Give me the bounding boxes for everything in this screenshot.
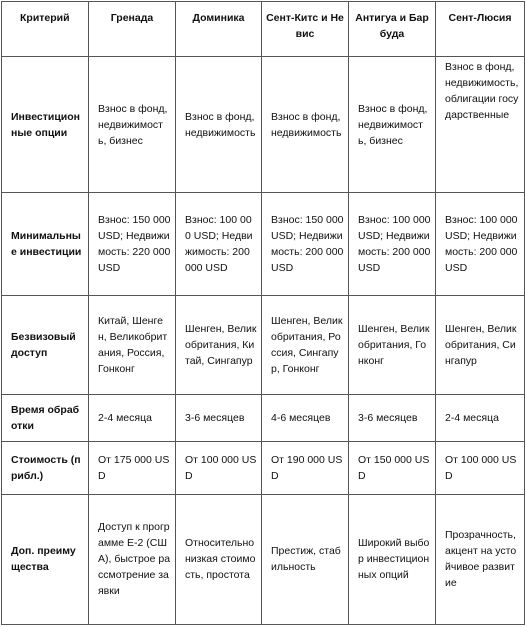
table-cell: Престиж, стабильность [262, 494, 349, 624]
table-cell: От 150 000 USD [349, 441, 436, 494]
table-cell: Широкий выбор инвестиционных опций [349, 494, 436, 624]
table-row [2, 296, 525, 394]
table-cell: Взнос: 100 000 USD; Недвижимость: 200 000 USD [436, 193, 525, 296]
table-cell: Взнос: 150 000 USD; Недвижимость: 200 000 USD [262, 193, 349, 296]
table-cell: От 100 000 USD [176, 441, 262, 494]
header-dominica: Доминика [176, 2, 262, 57]
header-st-kitts-nevis: Сент-Китс и Невис [262, 2, 349, 57]
table-row [2, 394, 525, 441]
header-grenada: Гренада [89, 2, 176, 57]
row-label: Безвизовый доступ [2, 296, 89, 394]
table-cell: 2-4 месяца [89, 394, 176, 441]
table-cell: Взнос: 100 000 USD; Недвижимость: 200 000 USD [176, 193, 262, 296]
table-row [2, 441, 525, 494]
table-row [2, 57, 525, 193]
table-cell: Шенген, Великобритания, Россия, Сингапур, Гонконг [262, 296, 349, 394]
table-cell: Взнос в фонд, недвижимость [176, 57, 262, 193]
table-cell: Шенген, Великобритания, Гонконг [349, 296, 436, 394]
header-st-lucia: Сент-Люсия [436, 2, 525, 57]
table-cell: От 175 000 USD [89, 441, 176, 494]
row-label: Инвестиционные опции [2, 57, 89, 193]
table-cell: Китай, Шенген, Великобритания, Россия, Гонконг [89, 296, 176, 394]
table-cell: Взнос в фонд, недвижимость, бизнес [89, 57, 176, 193]
table-cell: Относительно низкая стоимость, простота [176, 494, 262, 624]
table-cell: Шенген, Великобритания, Китай, Сингапур [176, 296, 262, 394]
table-cell: 3-6 месяцев [349, 394, 436, 441]
comparison-table [1, 1, 525, 625]
row-label: Минимальные инвестиции [2, 193, 89, 296]
table-cell: Шенген, Великобритания, Сингапур [436, 296, 525, 394]
table-cell: 3-6 месяцев [176, 394, 262, 441]
header-row [2, 2, 525, 57]
table-cell: 2-4 месяца [436, 394, 525, 441]
table-row [2, 193, 525, 296]
table-cell: Доступ к программе E-2 (США), быстрое рассмотрение заявки [89, 494, 176, 624]
table-cell: Прозрачность, акцент на устойчивое развитие [436, 494, 525, 624]
table-cell: 4-6 месяцев [262, 394, 349, 441]
header-antigua-barbuda: Антигуа и Барбуда [349, 2, 436, 57]
header-criterion: Критерий [2, 2, 89, 57]
row-label: Доп. преимущества [2, 494, 89, 624]
table-cell: От 100 000 USD [436, 441, 525, 494]
table-cell: Взнос в фонд, недвижимость, бизнес [349, 57, 436, 193]
table-cell: Взнос в фонд, недвижимость, облигации государственные [436, 57, 525, 193]
table-cell: Взнос в фонд, недвижимость [262, 57, 349, 193]
table-cell: Взнос: 100 000 USD; Недвижимость: 200 000 USD [349, 193, 436, 296]
table-cell: Взнос: 150 000 USD; Недвижимость: 220 000 USD [89, 193, 176, 296]
row-label: Стоимость (прибл.) [2, 441, 89, 494]
row-label: Время обработки [2, 394, 89, 441]
table-row [2, 494, 525, 624]
table-cell: От 190 000 USD [262, 441, 349, 494]
